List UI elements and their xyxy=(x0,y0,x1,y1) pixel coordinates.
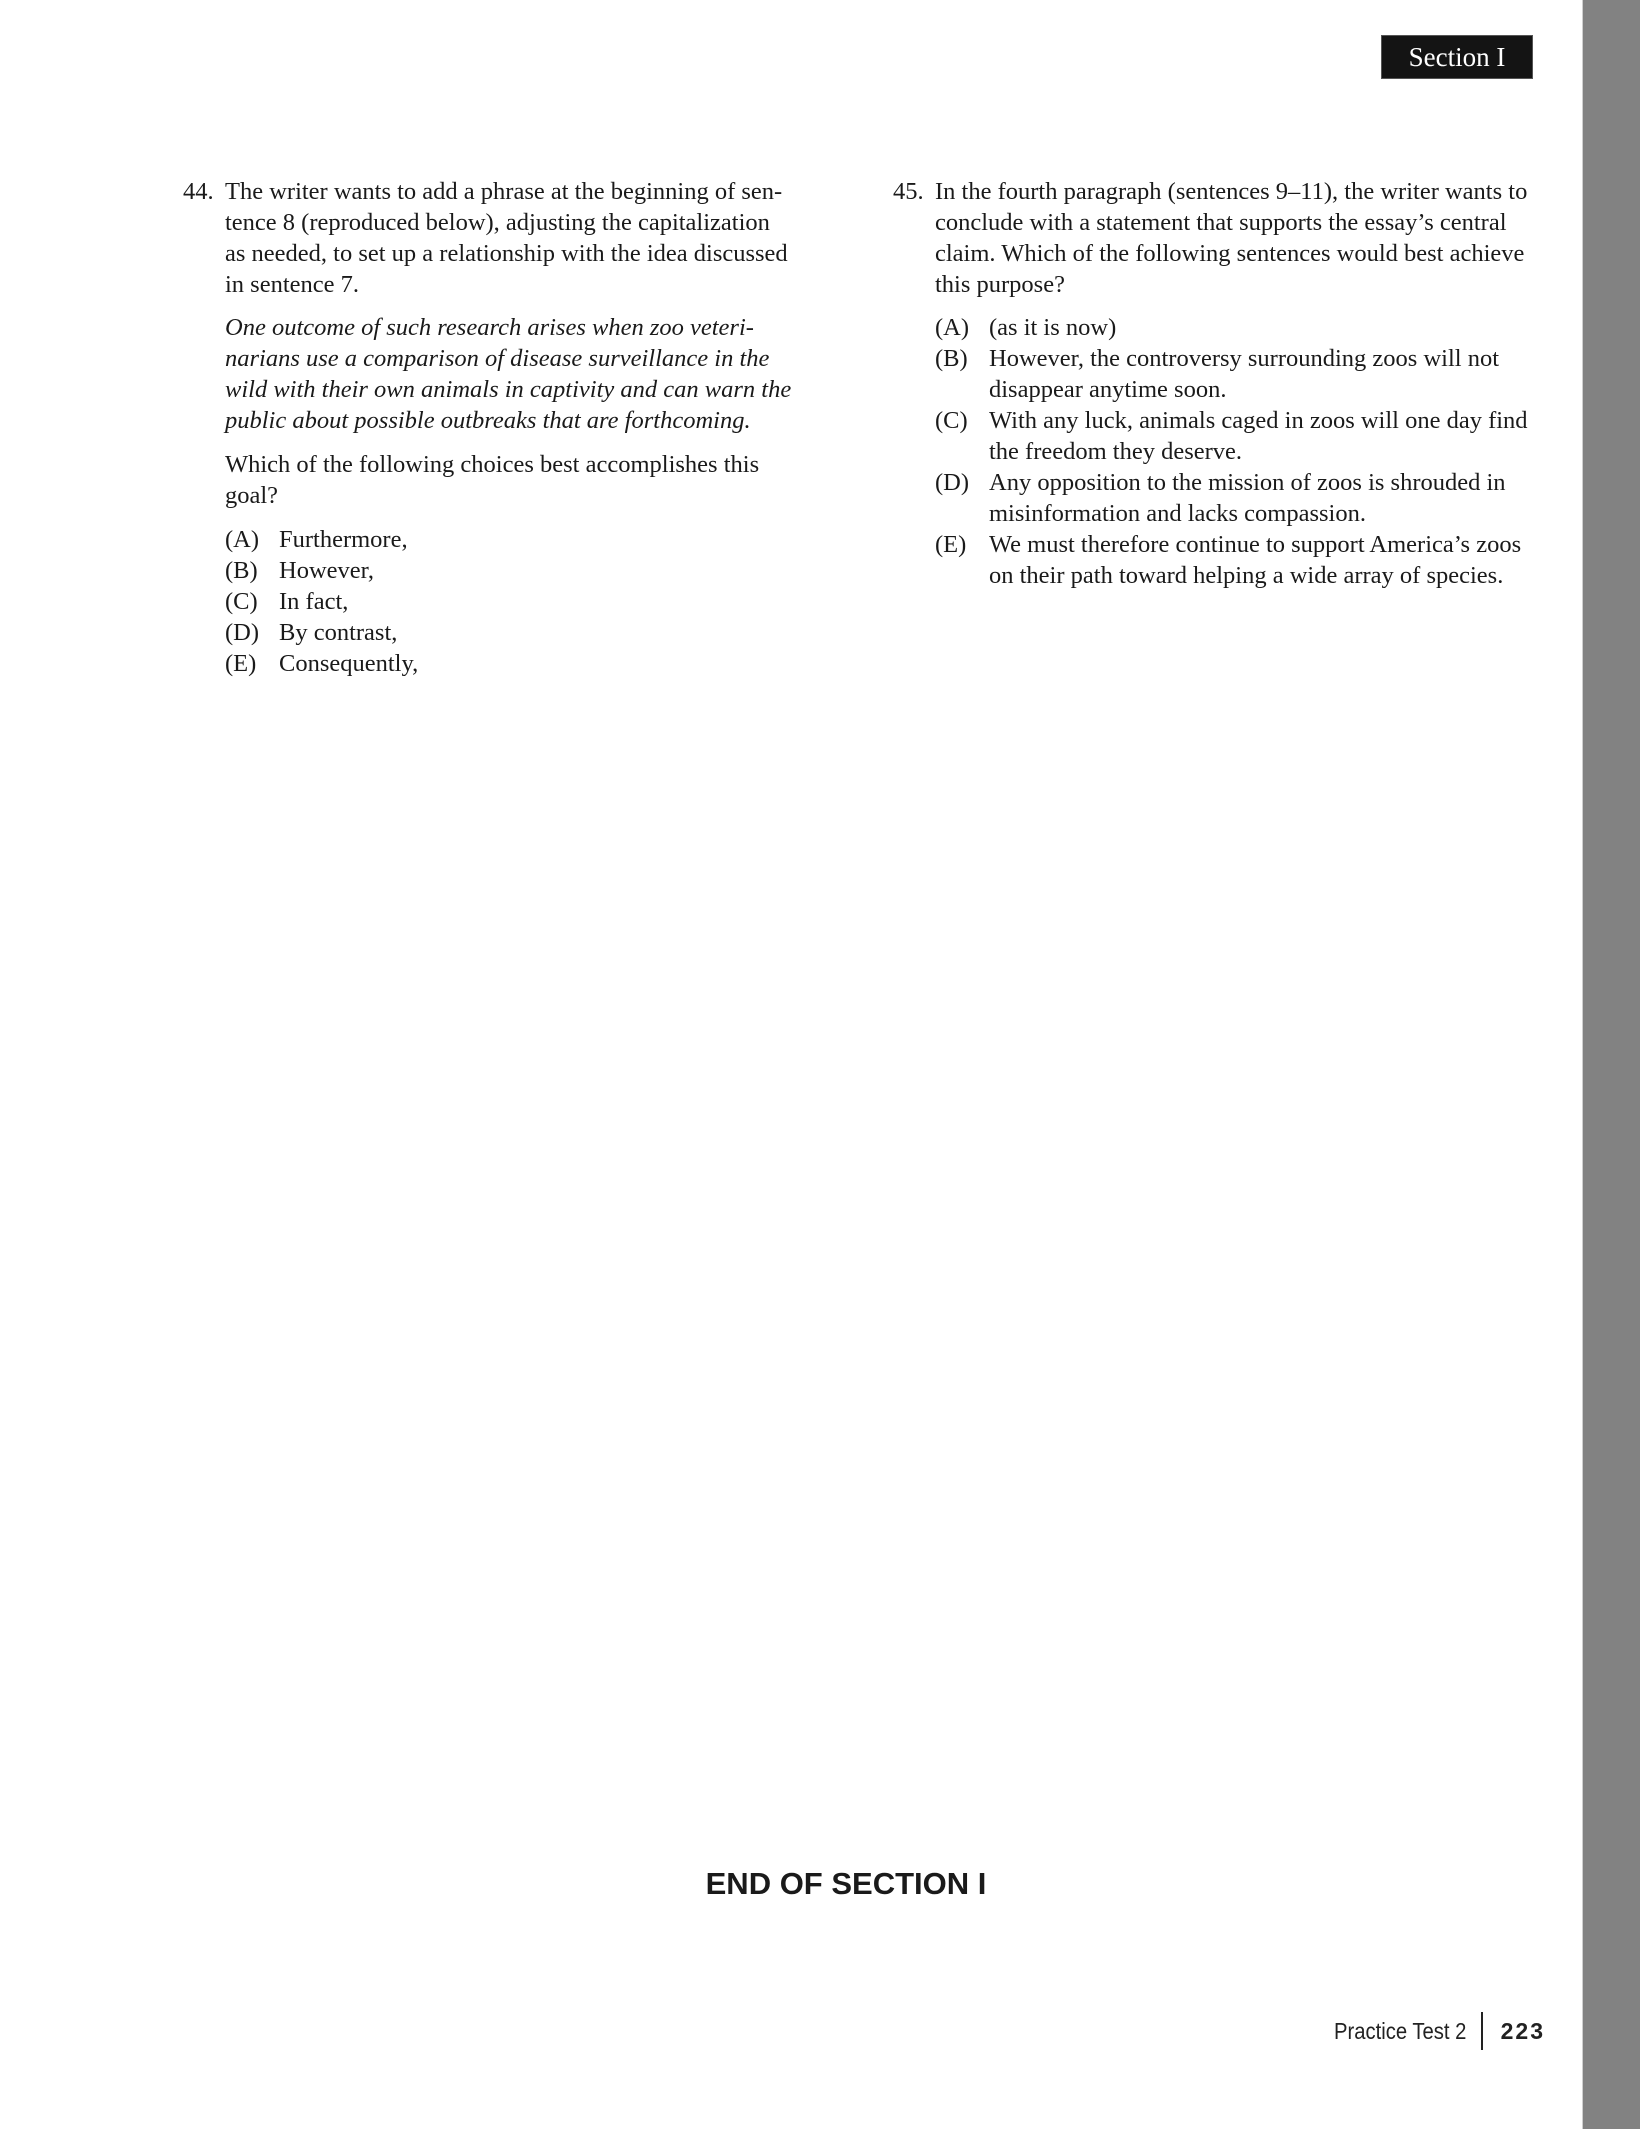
choice-letter: (E) xyxy=(225,650,257,677)
page-number: 223 xyxy=(1500,2017,1545,2044)
question-stem xyxy=(183,176,833,300)
question-number: 44. xyxy=(183,178,214,205)
question-stem xyxy=(893,176,1543,300)
question-45 xyxy=(893,176,1543,616)
choice-letter: (C) xyxy=(935,407,968,434)
choice-text: Any opposition to the mission of zoos is shrouded in misinformation and lacks compassion. xyxy=(989,469,1506,527)
choice-c[interactable] xyxy=(935,405,1543,467)
stem-text xyxy=(225,176,833,300)
choice-text: Furthermore, xyxy=(279,526,408,553)
footer-divider xyxy=(1481,2012,1483,2050)
stem-line: in sentence 7. xyxy=(225,271,360,298)
choice-text: With any luck, animals caged in zoos will one day find the freedom they deserve. xyxy=(989,407,1528,465)
choice-letter: (D) xyxy=(935,469,970,496)
question-prompt: Which of the following choices best accomplishes this goal? xyxy=(225,451,760,509)
choice-text: (as it is now) xyxy=(989,314,1117,341)
choice-letter: (D) xyxy=(225,619,260,646)
choice-letter: (A) xyxy=(935,314,970,341)
stem-line: The writer wants to add a phrase at the beginning of sen- xyxy=(225,178,783,205)
choice-text: However, xyxy=(279,557,374,584)
section-badge xyxy=(1381,35,1533,79)
quote-line: wild with their own animals in captivity and can warn the xyxy=(225,376,792,403)
question-number: 45. xyxy=(893,178,924,205)
choice-e[interactable] xyxy=(225,648,833,679)
choice-text: However, the controversy surrounding zoos will not disappear anytime soon. xyxy=(989,345,1500,403)
choice-letter: (B) xyxy=(935,345,968,372)
choice-c[interactable] xyxy=(225,586,833,617)
stem-line: as needed, to set up a relationship with the idea discussed xyxy=(225,240,788,267)
choice-text: Consequently, xyxy=(279,650,419,677)
side-tab-bar xyxy=(1582,0,1640,2129)
stem-line: tence 8 (reproduced below), adjusting the capitalization xyxy=(225,209,770,236)
footer-label: Practice Test 2 xyxy=(1334,2017,1467,2044)
quoted-sentence xyxy=(225,312,833,436)
choice-e[interactable] xyxy=(935,529,1543,591)
quote-line: One outcome of such research arises when zoo veteri- xyxy=(225,314,754,341)
stem-text: In the fourth paragraph (sentences 9–11), the writer wants to conclude with a statement that supports the essay’s central claim. Which of the following sentences would best achieve this purpose? xyxy=(935,178,1528,298)
choice-d[interactable] xyxy=(225,617,833,648)
page-footer xyxy=(1316,2008,1545,2054)
section-label: Section I xyxy=(1408,41,1506,72)
choice-d[interactable] xyxy=(935,467,1543,529)
choice-letter: (B) xyxy=(225,557,258,584)
choice-letter: (E) xyxy=(935,531,967,558)
quote-line: public about possible outbreaks that are forthcoming. xyxy=(225,407,751,434)
choice-text: In fact, xyxy=(279,588,349,615)
choice-letter: (A) xyxy=(225,526,260,553)
choice-a[interactable] xyxy=(935,312,1543,343)
choice-a[interactable] xyxy=(225,524,833,555)
end-of-section-banner: END OF SECTION I xyxy=(705,1866,987,1901)
question-44 xyxy=(183,176,833,704)
choice-b[interactable] xyxy=(225,555,833,586)
choice-text: By contrast, xyxy=(279,619,398,646)
choice-text: We must therefore continue to support America’s zoos on their path toward helping a wide array of species. xyxy=(989,531,1522,589)
choice-letter: (C) xyxy=(225,588,258,615)
answer-choices xyxy=(225,524,833,679)
quote-line: narians use a comparison of disease surveillance in the xyxy=(225,345,770,372)
choice-b[interactable] xyxy=(935,343,1543,405)
answer-choices xyxy=(935,312,1543,591)
